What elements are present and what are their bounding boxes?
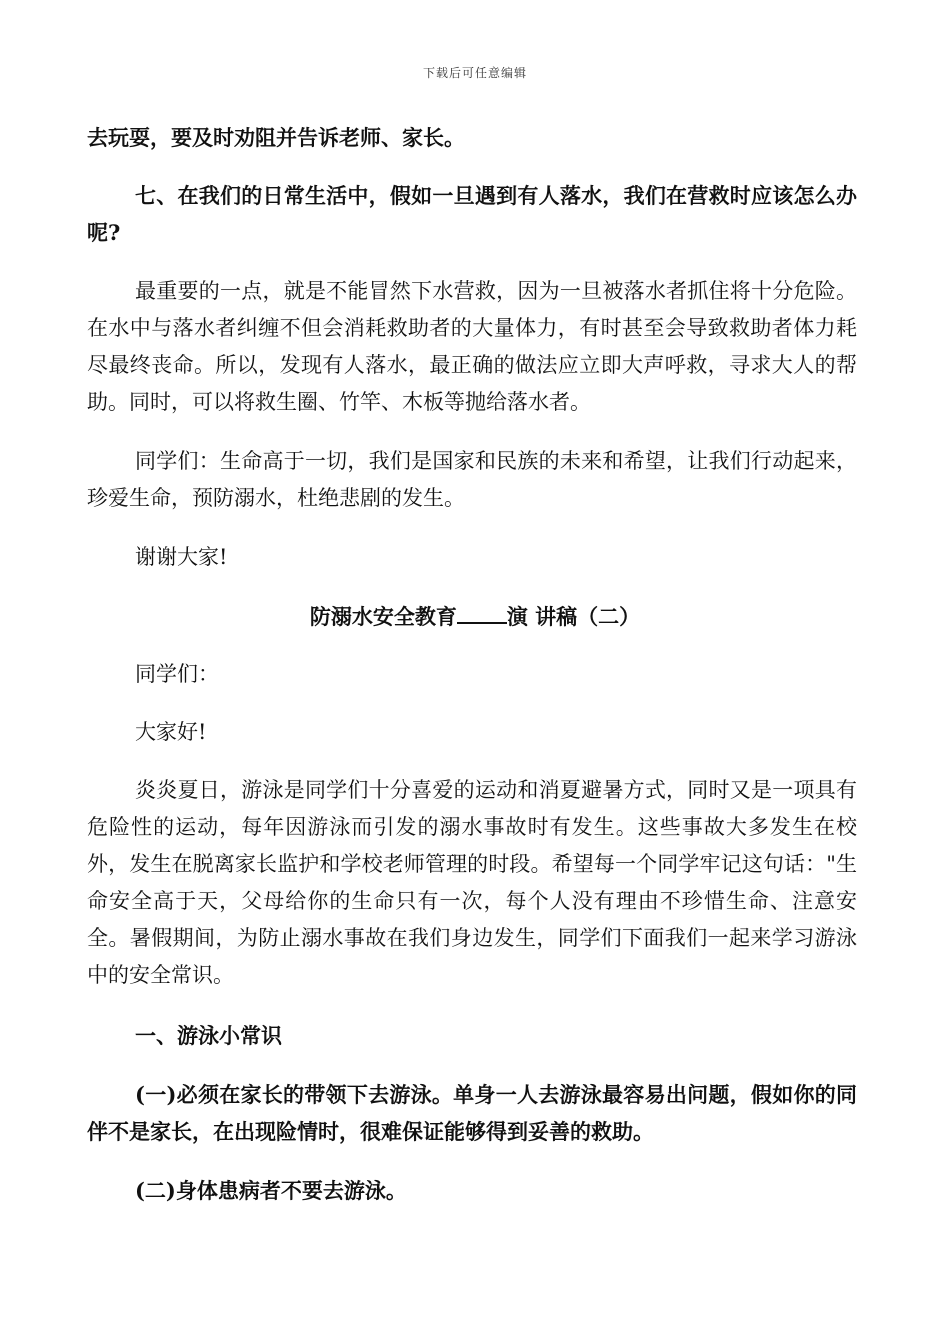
speech-title-part2: 演 讲稿（二） — [506, 604, 641, 629]
paragraph-summer-swimming: 炎炎夏日，游泳是同学们十分喜爱的运动和消夏避暑方式，同时又是一项具有危险性的运动，每年因游泳而引发的溺水事故时有发生。这些事故大多发生在校外，发生在脱离家长监护和学校老师管理的时段。希望每一个同学牢记这句话："生命安全高于天，父母给你的生命只有一次，每个人没有理由不珍惜生命、注意安全。暑假期间，为防止溺水事故在我们身边发生，同学们下面我们一起来学习游泳中的安全常识。 — [87, 778, 857, 987]
salutation: 同学们： — [135, 662, 219, 686]
greeting: 大家好! — [135, 720, 207, 744]
speech-title — [0, 598, 950, 635]
tip-item-two: (二)身体患病者不要去游泳。 — [135, 1178, 407, 1203]
page-header-note: 下载后可任意编辑 — [422, 66, 527, 80]
paragraph-rescue-advice: 最重要的一点，就是不能冒然下水营救，因为一旦被落水者抓住将十分危险。在水中与落水者纠缠不但会消耗救助者的大量体力，有时甚至会导致救助者体力耗尽最终丧命。所以，发现有人落水，最正确的做法应立即大声呼救，寻求大人的帮助。同时，可以将救生圈、竹竿、木板等抛给落水者。 — [87, 279, 857, 414]
section-heading-seven: 七、在我们的日常生活中，假如一旦遇到有人落水，我们在营救时应该怎么办呢? — [87, 183, 857, 245]
title-blank-underline — [457, 600, 507, 624]
paragraph-continuation: 去玩耍，要及时劝阻并告诉老师、家长。 — [87, 125, 465, 150]
paragraph-thanks: 谢谢大家! — [135, 545, 228, 569]
paragraph-closing-call: 同学们：生命高于一切，我们是国家和民族的未来和希望，让我们行动起来，珍爱生命，预防溺水，杜绝悲剧的发生。 — [87, 449, 857, 510]
section-heading-one: 一、游泳小常识 — [135, 1023, 282, 1048]
speech-title-part1: 防溺水安全教育 — [309, 604, 457, 629]
tip-item-one: (一)必须在家长的带领下去游泳。单身一人去游泳最容易出问题，假如你的同伴不是家长，在出现险情时，很难保证能够得到妥善的救助。 — [87, 1082, 857, 1144]
